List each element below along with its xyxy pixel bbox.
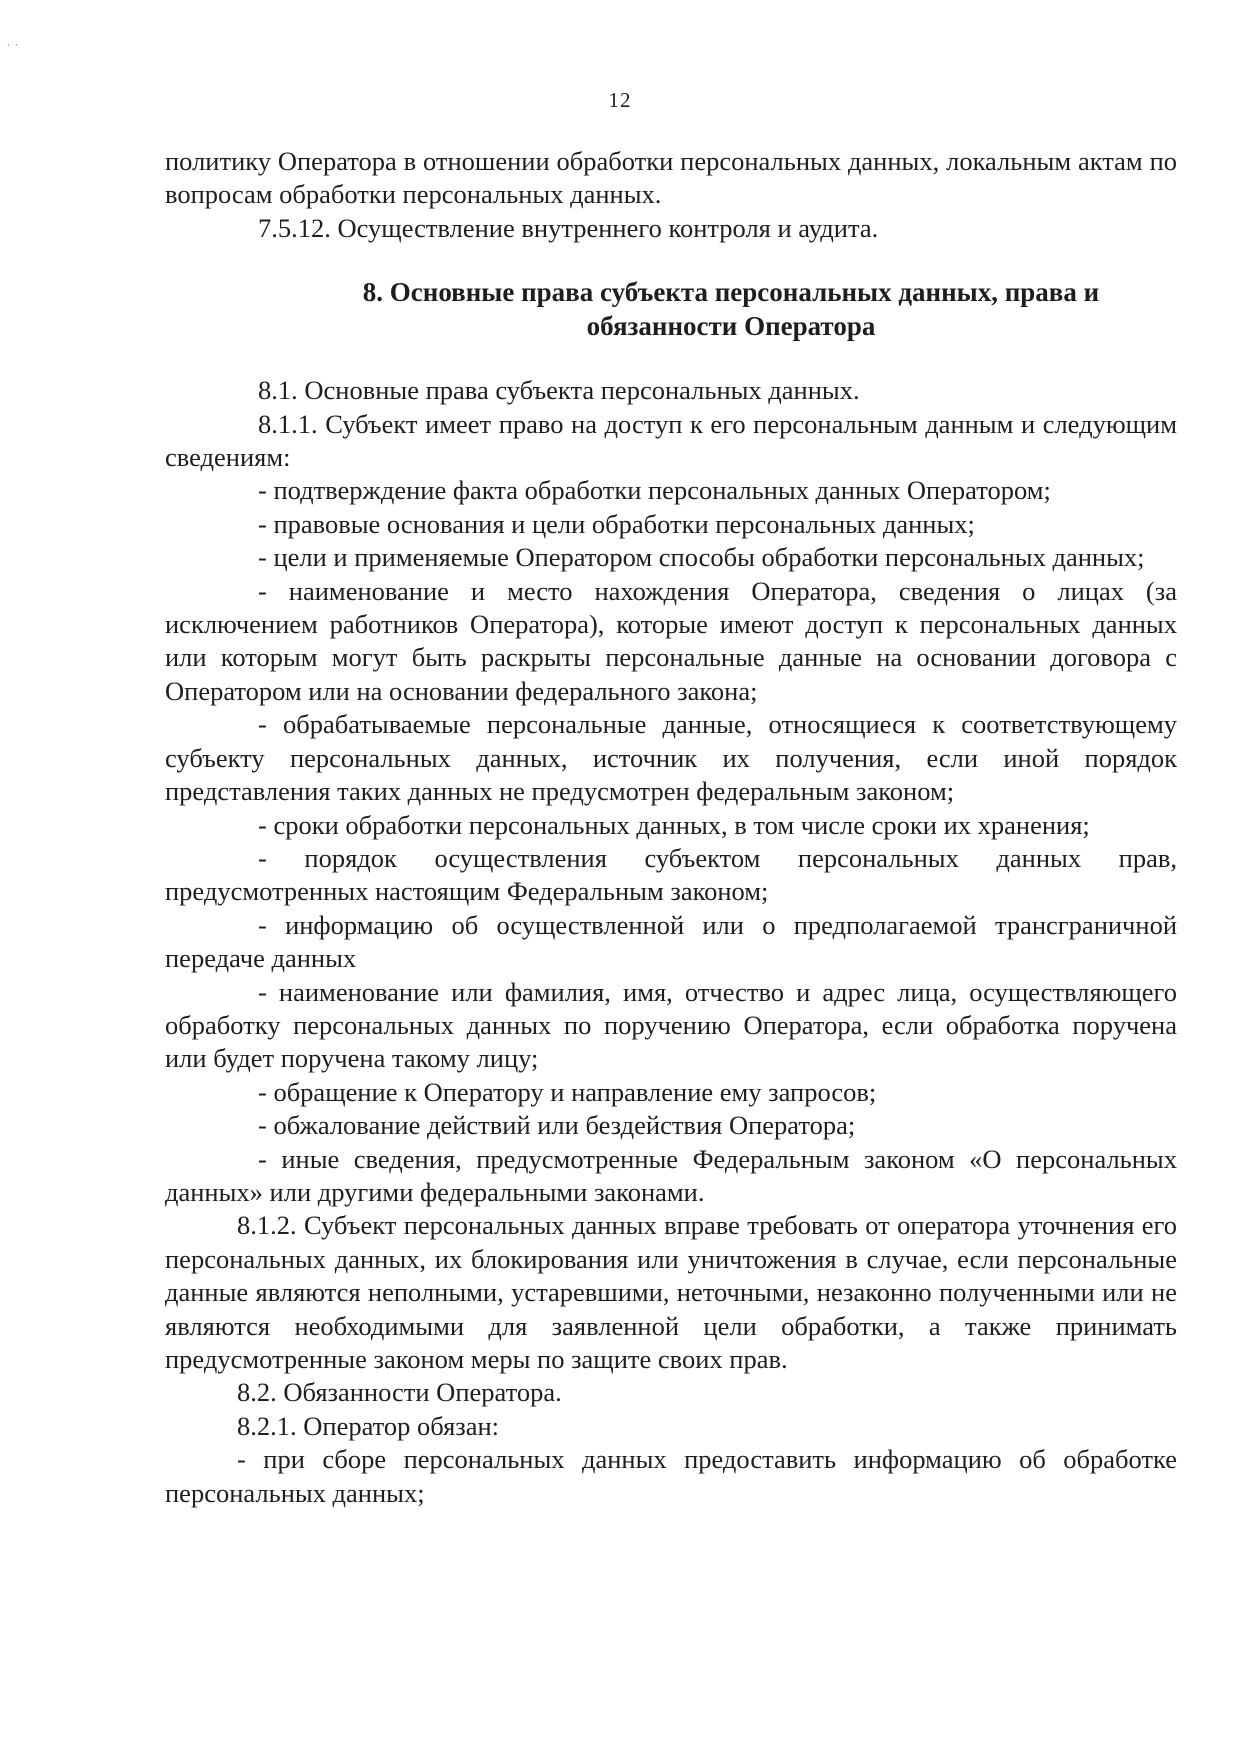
list-item: - обращение к Оператору и направление ему запросов; — [258, 1076, 877, 1107]
paragraph-continuation: политику Оператора в отношении обработки персональных данных, локальным актам по вопросам обработки персональных данных. — [165, 146, 1177, 210]
list-item: - подтверждение факта обработки персональных данных Оператором; — [258, 475, 1051, 506]
list-item: - цели и применяемые Оператором способы обработки персональных данных; — [258, 542, 1145, 573]
paragraph-8-1-1: 8.1.1. Субъект имеет право на доступ к его персональным данным и следующим сведениям: — [165, 408, 1177, 473]
paragraph-8-2: 8.2. Обязанности Оператора. — [237, 1377, 562, 1408]
paragraph-7-5-12: 7.5.12. Осуществление внутреннего контроля и аудита. — [258, 212, 879, 243]
list-item: - обжалование действий или бездействия Оператора; — [258, 1110, 856, 1141]
scan-artifact: ˙ ˙ — [6, 42, 19, 57]
list-item: - иные сведения, предусмотренные Федеральным законом «О персональных данных» или другими федеральными законами. — [165, 1143, 1177, 1207]
list-item: - при сборе персональных данных предоставить информацию об обработке персональных данных; — [165, 1444, 1177, 1508]
paragraph-8-1-2: 8.1.2. Субъект персональных данных вправе требовать от оператора уточнения его персональных данных, их блокирования или уничтожения в случае, если персональные данные являются неполными, устаревшими, неточными, незаконно полученными или не являются необходимыми для заявленной цели обработки, а также принимать предусмотренные законом меры по защите своих прав. — [165, 1210, 1177, 1374]
list-item: - наименование и место нахождения Оператора, сведения о лицах (за исключением работников Оператора), которые имеют доступ к персональных данных или которым могут быть раскрыты персональные данные на основании договора с Оператором или на основании федерального закона; — [165, 575, 1177, 706]
list-item: - обрабатываемые персональные данные, относящиеся к соответствующему субъекту персональных данных, источник их получения, если иной порядок представления таких данных не предусмотрен федеральным законом; — [165, 709, 1177, 807]
section-heading-line-1: 8. Основные права субъекта персональных данных, права и — [362, 277, 1100, 308]
paragraph-8-1: 8.1. Основные права субъекта персональных данных. — [258, 375, 860, 406]
section-heading-line-2: обязанности Оператора — [586, 311, 876, 342]
list-item: - наименование или фамилия, имя, отчество и адрес лица, осуществляющего обработку персональных данных по поручению Оператора, если обработка поручена или будет поручена такому лицу; — [165, 976, 1177, 1074]
list-item: - информацию об осуществленной или о предполагаемой трансграничной передаче данных — [165, 909, 1177, 974]
document-body — [165, 145, 1177, 1510]
page-number: 12 — [608, 88, 632, 112]
list-item: - порядок осуществления субъектом персональных данных прав, предусмотренных настоящим Федеральным законом; — [165, 842, 1177, 907]
paragraph-8-2-1: 8.2.1. Оператор обязан: — [237, 1410, 500, 1441]
section-heading — [165, 275, 1177, 343]
list-item: - правовые основания и цели обработки персональных данных; — [258, 508, 975, 539]
list-item: - сроки обработки персональных данных, в том числе сроки их хранения; — [258, 809, 1090, 840]
